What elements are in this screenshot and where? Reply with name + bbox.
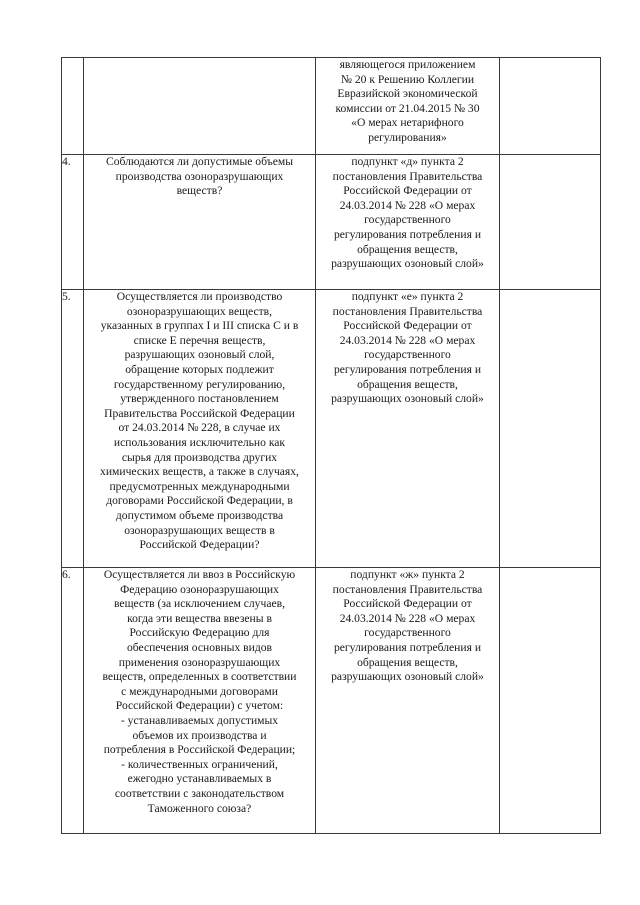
checklist-table xyxy=(61,57,601,834)
result-cell xyxy=(500,155,601,290)
row-number: 4. xyxy=(62,155,84,290)
reference-cell xyxy=(316,58,500,155)
result-cell xyxy=(500,290,601,568)
question-text: Осуществляется ли производство озоноразрушающих веществ, указанных в группах I и III списка С и в списке Е перечня веществ, разрушающих озоновый слой, обращение которых подлежит государственному регулированию, утвержденного постановлением Правительства Российской Федерации от 24.03.2014 № 228, в случае их использования исключительно как сырья для производства других химических веществ, а также в случаях, предусмотренных международными договорами Российской Федерации, в допустимом объеме производства озоноразрушающих веществ в Российской Федерации? xyxy=(100,290,299,552)
reference-text: подпункт «е» пункта 2 постановления Правительства Российской Федерации от 24.03.2014 № 228 «О мерах государственного регулирования потребления и обращения веществ, разрушающих озоновый слой» xyxy=(331,290,484,406)
table-row xyxy=(62,290,601,568)
reference-text: подпункт «д» пункта 2 постановления Правительства Российской Федерации от 24.03.2014 № 228 «О мерах государственного регулирования потребления и обращения веществ, разрушающих озоновый слой» xyxy=(331,155,484,271)
result-cell xyxy=(500,568,601,834)
reference-text: подпункт «ж» пункта 2 постановления Правительства Российской Федерации от 24.03.2014 № 228 «О мерах государственного регулирования потребления и обращения веществ, разрушающих озоновый слой» xyxy=(331,568,484,684)
question-cell xyxy=(84,58,316,155)
reference-cell xyxy=(316,155,500,290)
question-text: Осуществляется ли ввоз в Российскую Федерацию озоноразрушающих веществ (за исключением случаев, когда эти вещества ввезены в Российскую Федерацию для обеспечения основных видов применения озоноразрушающих веществ, определенных в соответствии с международными договорами Российской Федерации) с учетом: - устанавливаемых допустимых объемов их производства и потребления в Российской Федерации; - количественных ограничений, ежегодно устанавливаемых в соответствии с законодательством Таможенного союза? xyxy=(102,568,297,815)
table-row xyxy=(62,568,601,834)
row-number xyxy=(62,58,84,155)
result-cell xyxy=(500,58,601,155)
reference-cell xyxy=(316,568,500,834)
row-number: 5. xyxy=(62,290,84,568)
reference-text: являющегося приложением № 20 к Решению Коллегии Евразийской экономической комиссии от 21.04.2015 № 30 «О мерах нетарифного регулирования» xyxy=(335,58,480,144)
table-row xyxy=(62,155,601,290)
table-row xyxy=(62,58,601,155)
question-cell xyxy=(84,155,316,290)
question-cell xyxy=(84,568,316,834)
question-text: Соблюдаются ли допустимые объемы производства озоноразрушающих веществ? xyxy=(106,155,293,198)
row-number: 6. xyxy=(62,568,84,834)
question-cell xyxy=(84,290,316,568)
reference-cell xyxy=(316,290,500,568)
